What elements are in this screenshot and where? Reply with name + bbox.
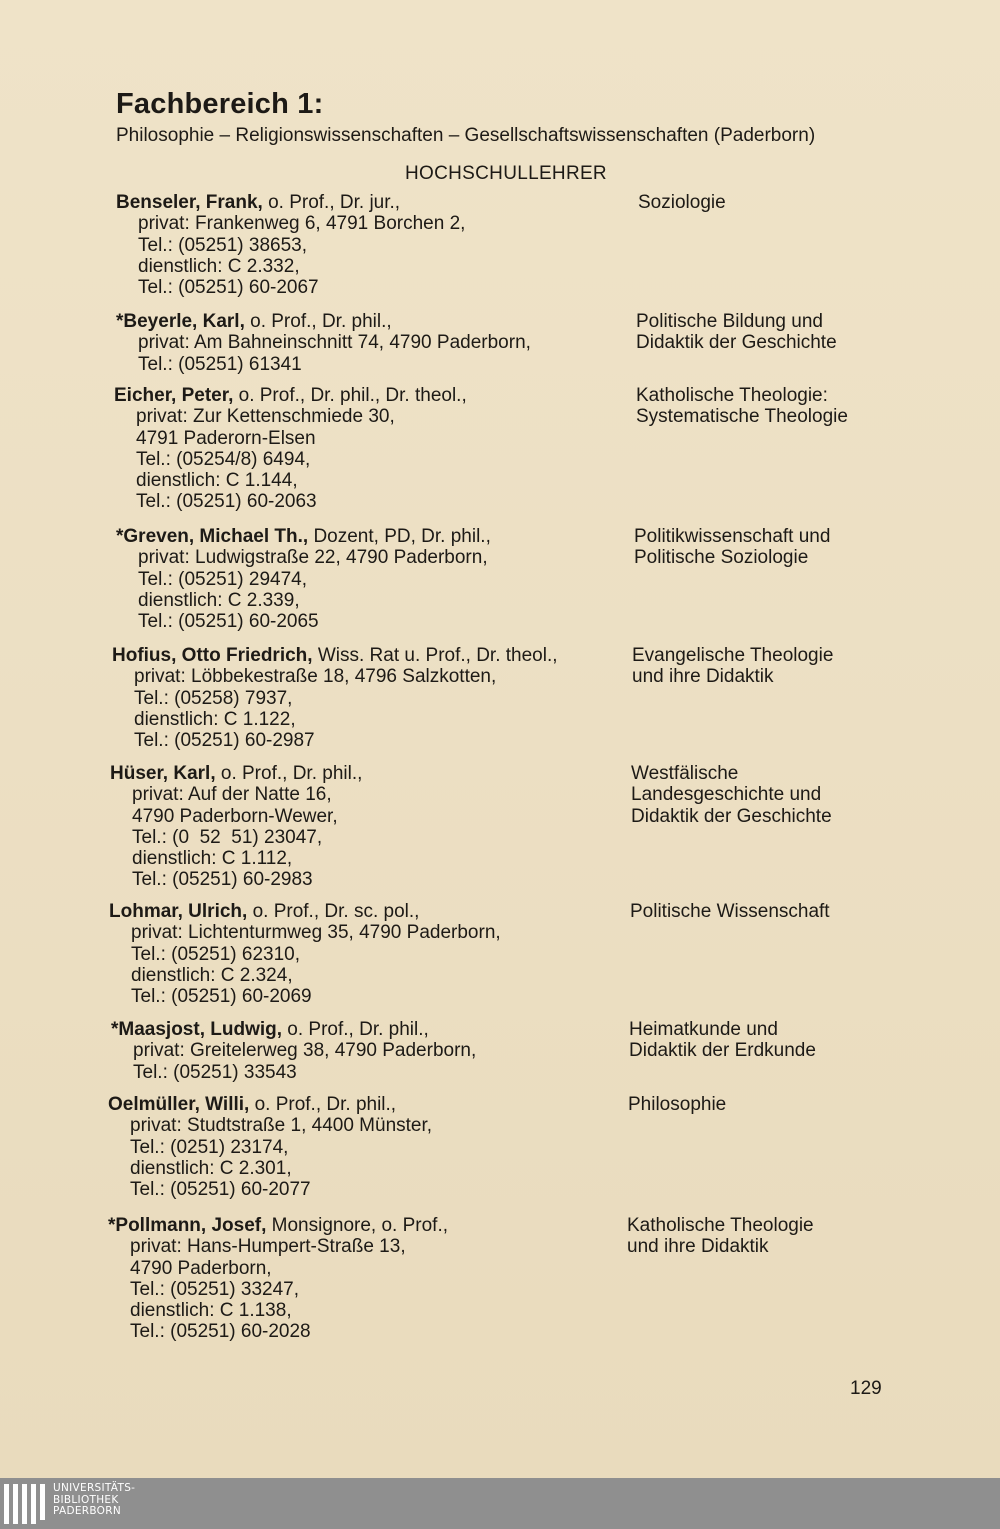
staff-contact xyxy=(110,763,362,891)
staff-name-line xyxy=(108,1215,448,1236)
staff-name-line xyxy=(116,192,465,213)
staff-contact-line: privat: Auf der Natte 16, xyxy=(132,784,332,806)
staff-contact xyxy=(109,901,501,1007)
staff-contact xyxy=(112,645,558,751)
staff-field-line: Philosophie xyxy=(628,1094,727,1115)
staff-contact xyxy=(116,311,531,375)
staff-contact-line: dienstlich: C 1.122, xyxy=(134,708,296,730)
staff-contact-line: 4790 Paderborn-Wewer, xyxy=(132,805,338,827)
logo-line: PADERBORN xyxy=(53,1505,121,1517)
staff-contact xyxy=(114,385,467,513)
staff-name: *Greven, Michael Th., xyxy=(116,526,309,547)
page-subtitle: Philosophie – Religionswissenschaften – Gesellschaftswissenschaften (Paderborn) xyxy=(116,125,816,146)
staff-contact-line: Tel.: (05251) 33543 xyxy=(133,1061,297,1083)
staff-contact-line: 4791 Paderorn-Elsen xyxy=(136,427,316,449)
staff-title: o. Prof., Dr. phil., xyxy=(244,311,392,332)
staff-field-line: Katholische Theologie xyxy=(627,1215,814,1236)
staff-field xyxy=(629,1019,816,1062)
staff-contact-line: Tel.: (05251) 60-2028 xyxy=(130,1321,311,1343)
staff-name-line xyxy=(110,763,362,784)
staff-title: o. Prof., Dr. jur., xyxy=(262,192,401,213)
staff-contact-line: dienstlich: C 2.301, xyxy=(130,1157,292,1179)
staff-contact-line: Tel.: (0 52 51) 23047, xyxy=(132,826,323,848)
staff-field xyxy=(638,192,726,213)
staff-field xyxy=(630,901,830,922)
staff-name-line xyxy=(111,1019,476,1040)
staff-title: o. Prof., Dr. phil., Dr. theol., xyxy=(233,385,467,406)
staff-field xyxy=(636,311,837,354)
staff-field-line: Politische Wissenschaft xyxy=(630,901,830,922)
staff-contact-line: Tel.: (05251) 38653, xyxy=(138,234,308,256)
staff-name-line xyxy=(116,311,531,332)
staff-field xyxy=(628,1094,726,1115)
staff-name: Oelmüller, Willi, xyxy=(108,1094,250,1115)
staff-contact-line: Tel.: (05251) 60-2983 xyxy=(132,869,313,891)
staff-field-line: Heimatkunde und xyxy=(629,1019,778,1040)
staff-contact-line: dienstlich: C 2.339, xyxy=(138,589,300,611)
staff-name: Eicher, Peter, xyxy=(114,385,234,406)
library-logo-text xyxy=(53,1483,135,1518)
library-logo-icon xyxy=(4,1484,46,1526)
staff-name: Hüser, Karl, xyxy=(110,763,216,784)
staff-field-line: Katholische Theologie: xyxy=(636,385,828,406)
staff-field-line: Didaktik der Erdkunde xyxy=(629,1040,816,1062)
staff-contact-line: privat: Ludwigstraße 22, 4790 Paderborn, xyxy=(138,547,488,569)
staff-title: Wiss. Rat u. Prof., Dr. theol., xyxy=(312,645,558,666)
staff-name-line xyxy=(108,1094,432,1115)
staff-contact-line: Tel.: (05254/8) 6494, xyxy=(136,448,311,470)
staff-field-line: Evangelische Theologie xyxy=(632,645,834,666)
staff-title: o. Prof., Dr. phil., xyxy=(282,1019,429,1040)
staff-contact-line: privat: Hans-Humpert-Straße 13, xyxy=(130,1236,406,1258)
staff-contact-line: Tel.: (05251) 60-2077 xyxy=(130,1179,311,1201)
page-number: 129 xyxy=(850,1378,882,1399)
staff-title: Monsignore, o. Prof., xyxy=(266,1215,449,1236)
staff-contact-line: Tel.: (05251) 60-2067 xyxy=(138,277,319,299)
staff-field xyxy=(634,526,830,569)
staff-contact-line: privat: Studtstraße 1, 4400 Münster, xyxy=(130,1115,433,1137)
staff-contact xyxy=(111,1019,476,1083)
logo-line: UNIVERSITÄTS- xyxy=(53,1482,136,1494)
staff-contact-line: Tel.: (0251) 23174, xyxy=(130,1136,289,1158)
staff-field xyxy=(632,645,833,688)
staff-contact-line: Tel.: (05251) 60-2065 xyxy=(138,611,319,633)
staff-contact-line: privat: Zur Kettenschmiede 30, xyxy=(136,406,395,428)
staff-contact-line: Tel.: (05251) 60-2987 xyxy=(134,730,315,752)
staff-field-line: Systematische Theologie xyxy=(636,406,848,428)
staff-name: Lohmar, Ulrich, xyxy=(109,901,248,922)
logo-line: BIBLIOTHEK xyxy=(53,1493,119,1506)
staff-field-line: Didaktik der Geschichte xyxy=(636,332,837,354)
staff-field-line: Politische Bildung und xyxy=(636,311,823,332)
staff-field-line: und ihre Didaktik xyxy=(627,1236,769,1258)
staff-name: *Maasjost, Ludwig, xyxy=(111,1019,283,1040)
staff-contact-line: 4790 Paderborn, xyxy=(130,1257,272,1279)
staff-field-line: Soziologie xyxy=(638,192,726,213)
page-title: Fachbereich 1: xyxy=(116,88,324,120)
staff-name-line xyxy=(112,645,558,666)
staff-field-line: Westfälische xyxy=(631,763,739,784)
staff-name-line xyxy=(109,901,501,922)
staff-contact-line: dienstlich: C 2.332, xyxy=(138,255,300,277)
staff-name-line xyxy=(114,385,467,406)
staff-field-line: Landesgeschichte und xyxy=(631,784,822,806)
staff-contact xyxy=(108,1215,448,1343)
staff-field-line: Didaktik der Geschichte xyxy=(631,805,832,827)
staff-contact-line: privat: Am Bahneinschnitt 74, 4790 Paderborn, xyxy=(138,332,531,354)
staff-field xyxy=(631,763,832,827)
staff-contact-line: Tel.: (05251) 60-2063 xyxy=(136,491,317,513)
staff-contact-line: dienstlich: C 1.138, xyxy=(130,1300,292,1322)
staff-contact-line: Tel.: (05251) 61341 xyxy=(138,353,302,375)
staff-field xyxy=(627,1215,814,1258)
staff-contact-line: privat: Lichtenturmweg 35, 4790 Paderborn, xyxy=(131,922,501,944)
staff-contact-line: Tel.: (05251) 29474, xyxy=(138,568,308,590)
staff-name: *Pollmann, Josef, xyxy=(108,1215,267,1236)
library-footer-bar xyxy=(0,1478,1000,1529)
staff-contact-line: dienstlich: C 2.324, xyxy=(131,964,293,986)
staff-contact-line: privat: Greitelerweg 38, 4790 Paderborn, xyxy=(133,1040,477,1062)
staff-name: *Beyerle, Karl, xyxy=(116,311,245,332)
staff-contact xyxy=(108,1094,432,1200)
staff-field xyxy=(636,385,848,428)
staff-field-line: Politische Soziologie xyxy=(634,547,809,569)
section-heading: HOCHSCHULLEHRER xyxy=(405,163,607,184)
staff-name: Benseler, Frank, xyxy=(116,192,263,213)
staff-contact-line: dienstlich: C 1.112, xyxy=(132,848,293,870)
staff-name: Hofius, Otto Friedrich, xyxy=(112,645,313,666)
staff-name-line xyxy=(116,526,491,547)
staff-contact-line: dienstlich: C 1.144, xyxy=(136,470,298,492)
staff-contact-line: Tel.: (05258) 7937, xyxy=(134,687,293,709)
staff-field-line: Politikwissenschaft und xyxy=(634,526,831,547)
staff-title: o. Prof., Dr. phil., xyxy=(249,1094,397,1115)
staff-contact-line: Tel.: (05251) 62310, xyxy=(131,943,301,965)
staff-contact xyxy=(116,192,465,298)
staff-contact-line: privat: Löbbekestraße 18, 4796 Salzkotten, xyxy=(134,666,497,688)
staff-contact xyxy=(116,526,491,632)
staff-contact-line: Tel.: (05251) 60-2069 xyxy=(131,986,312,1008)
staff-title: Dozent, PD, Dr. phil., xyxy=(308,526,491,547)
staff-contact-line: privat: Frankenweg 6, 4791 Borchen 2, xyxy=(138,213,466,235)
staff-title: o. Prof., Dr. sc. pol., xyxy=(247,901,420,922)
staff-title: o. Prof., Dr. phil., xyxy=(215,763,363,784)
staff-contact-line: Tel.: (05251) 33247, xyxy=(130,1278,300,1300)
staff-field-line: und ihre Didaktik xyxy=(632,666,774,688)
